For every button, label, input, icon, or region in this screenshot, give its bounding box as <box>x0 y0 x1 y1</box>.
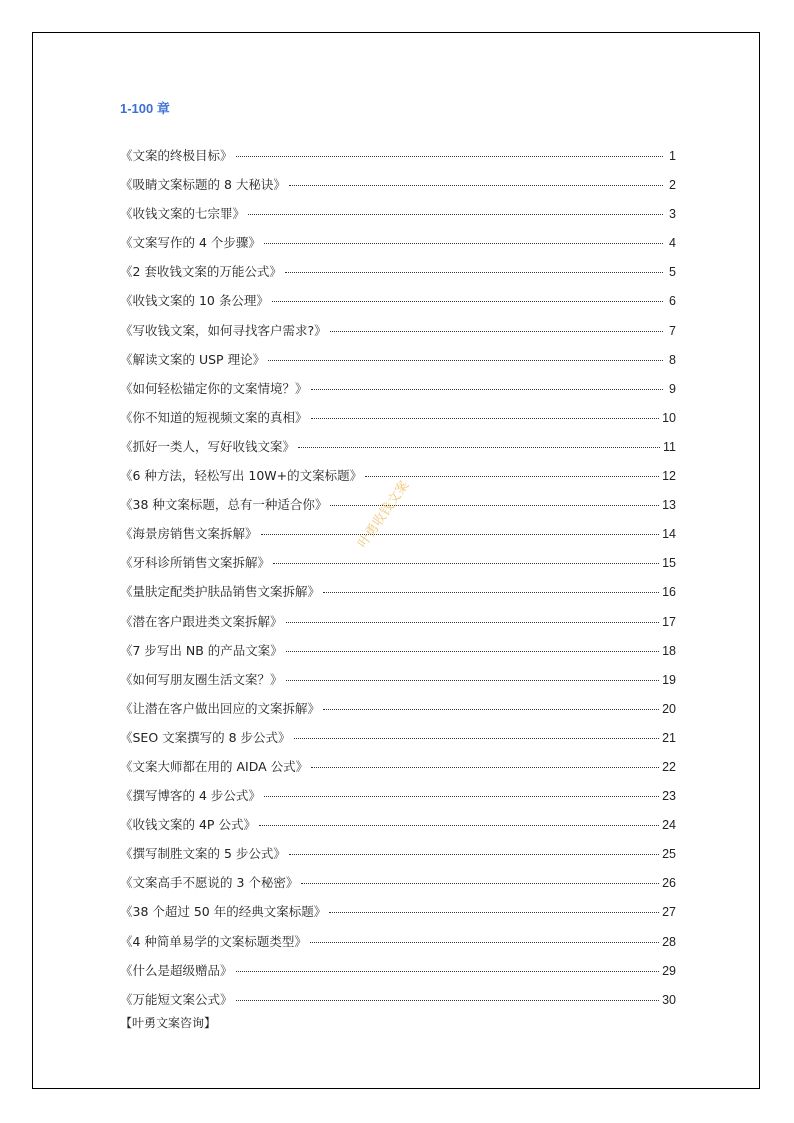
toc-entry-page: 10 <box>662 410 676 425</box>
toc-entry-title: 《文案写作的 4 个步骤》 <box>120 235 261 251</box>
toc-entry-title: 《量肤定配类护肤品销售文案拆解》 <box>120 584 321 600</box>
toc-entry-page: 15 <box>662 556 676 571</box>
toc-entry-page: 9 <box>669 381 676 396</box>
dot-leader <box>311 418 660 419</box>
toc-entry-title: 《38 种文案标题，总有一种适合你》 <box>120 497 328 513</box>
toc-entry-title: 《写收钱文案，如何寻找客户需求?》 <box>120 322 327 338</box>
toc-entry-title: 《撰写博客的 4 步公式》 <box>120 788 261 804</box>
dot-leader <box>289 185 663 186</box>
toc-entry-title: 《收钱文案的七宗罪》 <box>120 206 246 222</box>
toc-entry-title: 《万能短文案公式》 <box>120 991 233 1007</box>
toc-entry[interactable] <box>120 437 676 466</box>
dot-leader <box>273 563 659 564</box>
dot-leader <box>264 796 659 797</box>
dot-leader <box>248 214 663 215</box>
dot-leader <box>301 883 659 884</box>
toc-entry-title: 《收钱文案的 4P 公式》 <box>120 817 256 833</box>
dot-leader <box>311 389 663 390</box>
toc-entry-title: 《吸睛文案标题的 8 大秘诀》 <box>120 177 286 193</box>
toc-entry-page: 21 <box>662 730 676 745</box>
dot-leader <box>286 651 659 652</box>
toc-entry-title: 《解读文案的 USP 理论》 <box>120 351 266 367</box>
toc-entry[interactable] <box>120 379 676 408</box>
toc-entry-title: 《SEO 文案撰写的 8 步公式》 <box>120 729 291 745</box>
toc-entry-page: 12 <box>662 469 676 484</box>
chapter-range-heading: 1-100 章 <box>120 101 170 116</box>
toc-entry-page: 24 <box>662 818 676 833</box>
toc-entry-page: 25 <box>662 847 676 862</box>
toc-entry-title: 《潜在客户跟进类文案拆解》 <box>120 613 283 629</box>
toc-entry[interactable] <box>120 961 676 990</box>
toc-entry-title: 《4 种简单易学的文案标题类型》 <box>120 933 307 949</box>
dot-leader <box>323 592 659 593</box>
toc-entry[interactable] <box>120 932 676 961</box>
toc-entry-page: 22 <box>662 759 676 774</box>
dot-leader <box>236 971 660 972</box>
toc-entry-page: 29 <box>662 963 676 978</box>
dot-leader <box>289 854 659 855</box>
toc-entry[interactable] <box>120 728 676 757</box>
toc-entry-title: 《2 套收钱文案的万能公式》 <box>120 264 282 280</box>
toc-entry[interactable] <box>120 902 676 931</box>
toc-entry-page: 23 <box>662 789 676 804</box>
dot-leader <box>286 622 660 623</box>
toc-entry-page: 4 <box>669 236 676 251</box>
toc-entry-page: 18 <box>662 643 676 658</box>
toc-entry[interactable] <box>120 786 676 815</box>
toc-entry[interactable] <box>120 175 676 204</box>
toc-entry-title: 《6 种方法，轻松写出 10W+的文案标题》 <box>120 468 363 484</box>
toc-entry[interactable] <box>120 350 676 379</box>
dot-leader <box>310 942 659 943</box>
toc-entry-page: 19 <box>662 672 676 687</box>
toc-entry-page: 1 <box>669 149 676 163</box>
dot-leader <box>261 534 660 535</box>
toc-entry[interactable] <box>120 699 676 728</box>
toc-entry-page: 3 <box>669 207 676 222</box>
dot-leader <box>298 447 660 448</box>
toc-entry-title: 《文案高手不愿说的 3 个秘密》 <box>120 875 299 891</box>
toc-entry[interactable] <box>120 146 676 175</box>
toc-entry-page: 8 <box>669 352 676 367</box>
toc-entry[interactable] <box>120 670 676 699</box>
dot-leader <box>272 301 663 302</box>
toc-entry-page: 11 <box>663 439 676 454</box>
dot-leader <box>323 709 659 710</box>
dot-leader <box>236 156 663 157</box>
toc-entry-title: 《你不知道的短视频文案的真相》 <box>120 409 308 425</box>
table-of-contents <box>120 146 676 1019</box>
toc-entry-title: 《什么是超级赠品》 <box>120 962 233 978</box>
toc-entry-page: 28 <box>662 934 676 949</box>
toc-entry[interactable] <box>120 844 676 873</box>
toc-entry-title: 《抓好一类人，写好收钱文案》 <box>120 438 296 454</box>
dot-leader <box>365 476 659 477</box>
toc-entry-title: 《牙科诊所销售文案拆解》 <box>120 555 271 571</box>
toc-entry-page: 7 <box>669 323 676 338</box>
dot-leader <box>236 1000 660 1001</box>
dot-leader <box>259 825 659 826</box>
dot-leader <box>294 738 660 739</box>
toc-entry[interactable] <box>120 408 676 437</box>
toc-entry[interactable] <box>120 204 676 233</box>
toc-entry-page: 6 <box>669 294 676 309</box>
toc-entry-title: 《文案的终极目标》 <box>120 148 233 163</box>
dot-leader <box>286 680 660 681</box>
toc-entry[interactable] <box>120 582 676 611</box>
toc-entry[interactable] <box>120 262 676 291</box>
toc-entry-title: 《38 个超过 50 年的经典文案标题》 <box>120 904 327 920</box>
toc-entry-title: 《文案大师都在用的 AIDA 公式》 <box>120 758 309 774</box>
toc-entry-page: 30 <box>662 992 676 1007</box>
dot-leader <box>311 767 659 768</box>
toc-entry[interactable] <box>120 553 676 582</box>
toc-entry[interactable] <box>120 815 676 844</box>
dot-leader <box>268 360 663 361</box>
toc-entry-title: 《海景房销售文案拆解》 <box>120 526 258 542</box>
toc-entry[interactable] <box>120 641 676 670</box>
toc-entry[interactable] <box>120 873 676 902</box>
toc-entry-title: 《让潜在客户做出回应的文案拆解》 <box>120 700 321 716</box>
toc-entry-page: 16 <box>662 585 676 600</box>
toc-entry-page: 17 <box>662 614 676 629</box>
toc-entry[interactable] <box>120 612 676 641</box>
toc-entry[interactable] <box>120 321 676 350</box>
toc-entry-page: 5 <box>669 265 676 280</box>
toc-entry[interactable] <box>120 291 676 320</box>
toc-entry-page: 13 <box>662 498 676 513</box>
watermark: 叶勇收钱文案 <box>355 478 413 551</box>
dot-leader <box>330 331 663 332</box>
toc-entry[interactable] <box>120 524 676 553</box>
toc-entry-title: 《撰写制胜文案的 5 步公式》 <box>120 846 286 862</box>
dot-leader <box>264 243 663 244</box>
toc-entry-title: 《如何轻松锚定你的文案情境？》 <box>120 380 308 396</box>
toc-entry-title: 《7 步写出 NB 的产品文案》 <box>120 642 283 658</box>
toc-entry-page: 14 <box>662 527 676 542</box>
toc-entry-page: 26 <box>662 876 676 891</box>
toc-entry-page: 20 <box>662 701 676 716</box>
toc-entry-title: 《如何写朋友圈生活文案？》 <box>120 671 283 687</box>
toc-entry-page: 2 <box>669 178 676 193</box>
dot-leader <box>329 912 659 913</box>
toc-entry[interactable] <box>120 757 676 786</box>
toc-entry-page: 27 <box>662 905 676 920</box>
toc-entry-title: 《收钱文案的 10 条公理》 <box>120 293 269 309</box>
dot-leader <box>285 272 663 273</box>
footer-note: 【叶勇文案咨询】 <box>120 1016 217 1030</box>
toc-entry[interactable] <box>120 233 676 262</box>
